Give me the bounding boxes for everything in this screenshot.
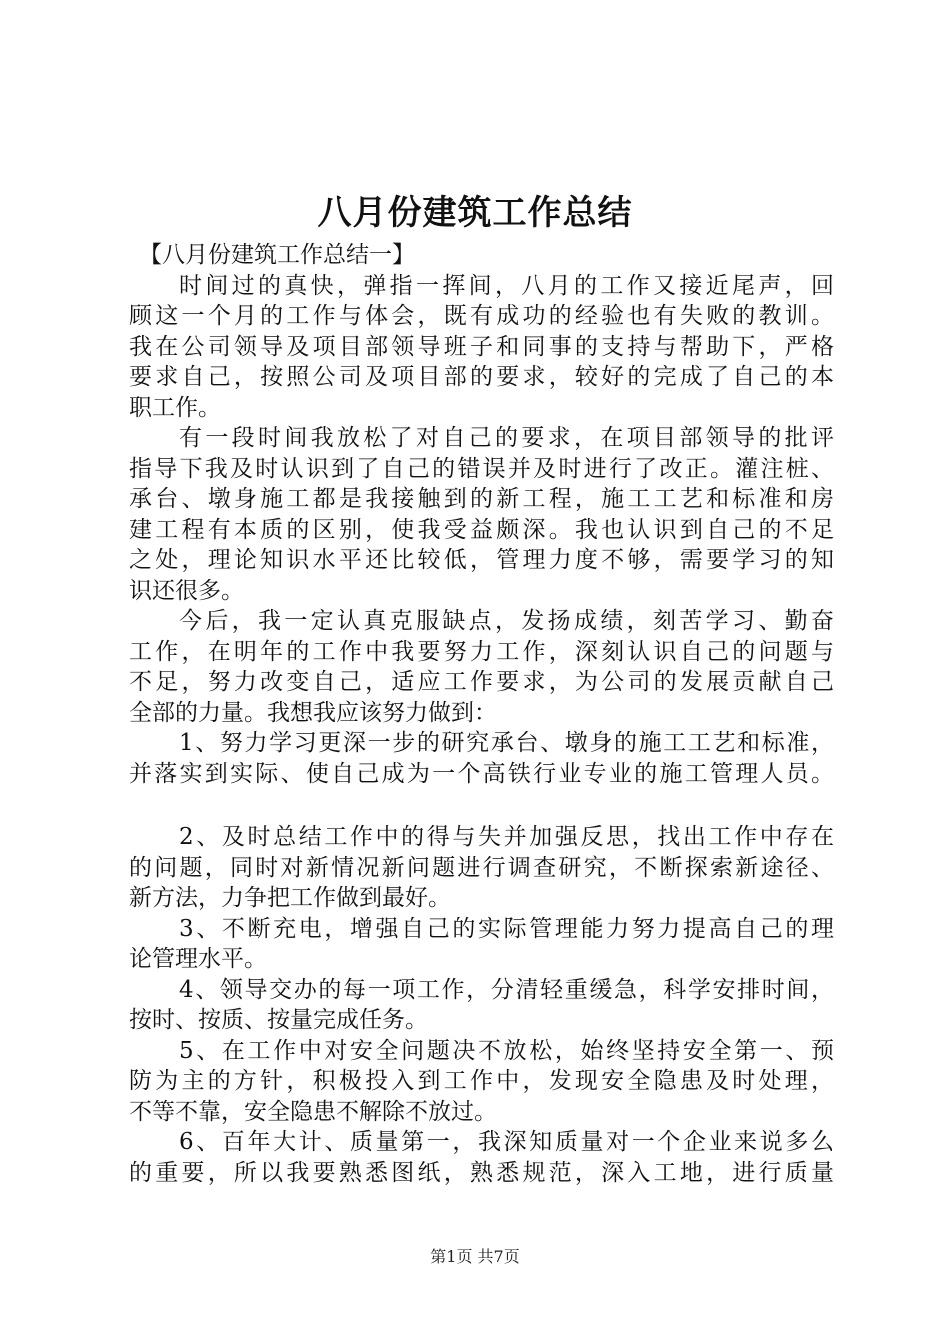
section-heading: 【八月份建筑工作总结一】: [139, 242, 415, 268]
text-line: 要求自己，按照公司及项目部的要求，较好的完成了自己的本: [129, 364, 834, 390]
text-line: 承台、墩身施工都是我接触到的新工程，施工工艺和标准和房: [129, 486, 834, 512]
text-line: 按时、按质、按量完成任务。: [129, 1007, 428, 1033]
text-line: 工作，在明年的工作中我要努力工作，深刻认识自己的问题与: [129, 638, 834, 665]
text-line: 全部的力量。我想我应该努力做到：: [129, 699, 497, 726]
text-line: 新方法，力争把工作做到最好。: [129, 885, 451, 911]
text-line: 不等不靠，安全隐患不解除不放过。: [129, 1098, 497, 1125]
text-line: 5、在工作中对安全问题决不放松，始终坚持安全第一、预: [179, 1037, 834, 1064]
text-line: 今后，我一定认真克服缺点，发扬成绩，刻苦学习、勤奋: [179, 608, 834, 634]
text-line: 论管理水平。: [129, 946, 267, 972]
text-line: 2、及时总结工作中的得与失并加强反思，找出工作中存在: [179, 824, 834, 850]
text-line: 不足，努力改变自己，适应工作要求，为公司的发展贡献自己: [129, 669, 834, 695]
text-line: 职工作。: [129, 394, 221, 421]
blank-line: [129, 789, 834, 822]
text-line: 建工程有本质的区别，使我受益颇深。我也认识到自己的不足: [129, 516, 834, 543]
text-line: 的问题，同时对新情况新问题进行调查研究，不断探索新途径、: [129, 854, 834, 881]
text-line: 的重要，所以我要熟悉图纸，熟悉规范，深入工地，进行质量: [129, 1159, 834, 1186]
text-line: 时间过的真快，弹指一挥间，八月的工作又接近尾声，回: [179, 272, 834, 299]
text-line: 并落实到实际、使自己成为一个高铁行业专业的施工管理人员。: [129, 760, 834, 787]
text-line: 指导下我及时认识到了自己的错误并及时进行了改正。灌注桩、: [129, 455, 834, 482]
text-line: 有一段时间我放松了对自己的要求，在项目部领导的批评: [179, 425, 834, 451]
text-line: 之处，理论知识水平还比较低，管理力度不够，需要学习的知: [129, 547, 834, 573]
text-line: 识还很多。: [129, 577, 244, 604]
text-line: 4、领导交办的每一项工作，分清轻重缓急，科学安排时间，: [179, 976, 834, 1003]
text-line: 顾这一个月的工作与体会，既有成功的经验也有失败的教训。: [129, 303, 834, 329]
text-line: 3、不断充电，增强自己的实际管理能力努力提高自己的理: [179, 915, 834, 942]
text-line: 6、百年大计、质量第一，我深知质量对一个企业来说多么: [179, 1129, 834, 1155]
text-line: 防为主的方针，积极投入到工作中，发现安全隐患及时处理，: [129, 1068, 834, 1094]
page-footer: 第1页 共7页: [430, 1247, 520, 1266]
document-title: 八月份建筑工作总结: [317, 193, 633, 233]
text-line: 我在公司领导及项目部领导班子和同事的支持与帮助下，严格: [129, 333, 834, 360]
document-body: [129, 240, 834, 1188]
text-line: 1、努力学习更深一步的研究承台、墩身的施工工艺和标准，: [179, 730, 834, 756]
